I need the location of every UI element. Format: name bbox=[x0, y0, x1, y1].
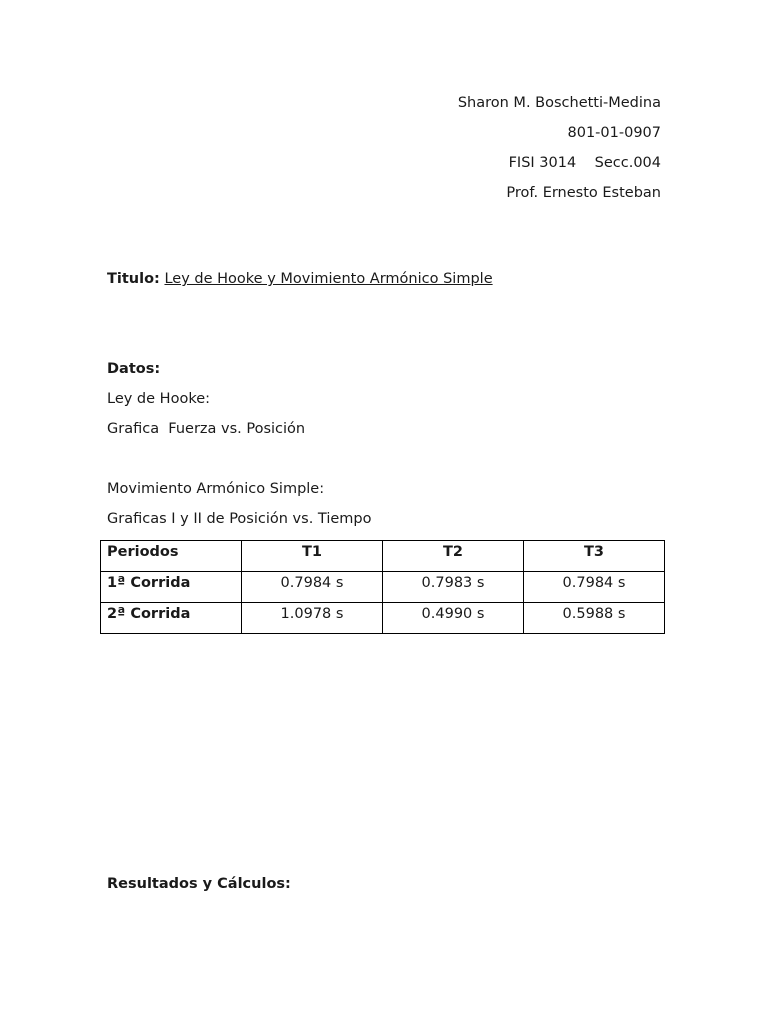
header-t1: T1 bbox=[242, 541, 383, 572]
table-header-row bbox=[101, 541, 665, 572]
results-heading: Resultados y Cálculos: bbox=[107, 876, 291, 892]
datos-heading: Datos: bbox=[107, 361, 161, 377]
course-section: FISI 3014 Secc.004 bbox=[508, 155, 661, 171]
row-label-corrida-1: 1ª Corrida bbox=[101, 572, 242, 603]
mas-label: Movimiento Armónico Simple: bbox=[107, 481, 325, 497]
table-row bbox=[101, 572, 665, 603]
header-t2: T2 bbox=[383, 541, 524, 572]
mas-graphs-caption: Graficas I y II de Posición vs. Tiempo bbox=[107, 511, 372, 527]
professor-name: Prof. Ernesto Esteban bbox=[506, 185, 661, 201]
hooke-graph-caption: Grafica Fuerza vs. Posición bbox=[107, 421, 306, 437]
table-row bbox=[101, 603, 665, 634]
title-label: Titulo: bbox=[107, 271, 160, 287]
cell-value: 0.7983 s bbox=[383, 572, 524, 603]
cell-value: 1.0978 s bbox=[242, 603, 383, 634]
title-row bbox=[107, 264, 493, 294]
row-label-corrida-2: 2ª Corrida bbox=[101, 603, 242, 634]
datos-section bbox=[107, 354, 305, 444]
cell-value: 0.7984 s bbox=[524, 572, 665, 603]
hooke-label: Ley de Hooke: bbox=[107, 391, 211, 407]
mas-section bbox=[107, 474, 371, 534]
author-name: Sharon M. Boschetti-Medina bbox=[457, 95, 661, 111]
header-block bbox=[458, 88, 661, 208]
periods-table bbox=[100, 540, 665, 634]
header-periodos: Periodos bbox=[101, 541, 242, 572]
title-text: Ley de Hooke y Movimiento Armónico Simple bbox=[164, 271, 493, 287]
results-section bbox=[107, 869, 291, 899]
cell-value: 0.7984 s bbox=[242, 572, 383, 603]
student-id: 801-01-0907 bbox=[567, 125, 661, 141]
cell-value: 0.4990 s bbox=[383, 603, 524, 634]
cell-value: 0.5988 s bbox=[524, 603, 665, 634]
header-t3: T3 bbox=[524, 541, 665, 572]
